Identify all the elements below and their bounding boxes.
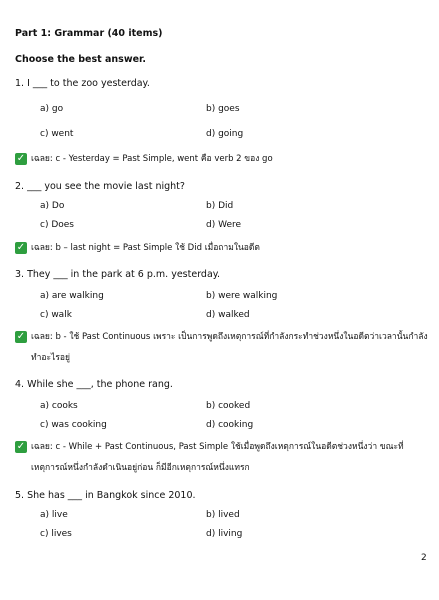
checkmark-icon: ✓ bbox=[16, 331, 26, 342]
part-title: Part 1: Grammar (40 items) bbox=[15, 28, 163, 39]
option-b: b) Did bbox=[206, 201, 234, 211]
question-stem: 4. While she ___, the phone rang. bbox=[15, 379, 173, 390]
answer-text: เฉลย: c - While + Past Continuous, Past Simple ใช้เมื่อพูดถึงเหตุการณ์ในอดีตช่วงหนึ่งว่า ขณะที่เหตุการณ์หนึ่งกำลังดำเนินอยู่ก่อน ก็มีอีกเหตุการณ์หนึ่งแทรก bbox=[31, 442, 404, 473]
option-d: d) living bbox=[206, 529, 243, 539]
question-stem: 1. I ___ to the zoo yesterday. bbox=[15, 78, 150, 89]
option-a: a) Do bbox=[40, 201, 65, 211]
option-c: c) was cooking bbox=[40, 420, 107, 430]
option-c: c) Does bbox=[40, 220, 74, 230]
answer-key bbox=[15, 149, 430, 170]
option-c: c) walk bbox=[40, 310, 72, 320]
option-d: d) Were bbox=[206, 220, 242, 230]
question-stem: 3. They ___ in the park at 6 p.m. yesterday. bbox=[15, 269, 221, 280]
option-d: d) cooking bbox=[206, 420, 254, 430]
answer-key bbox=[15, 238, 430, 259]
checkmark-icon: ✓ bbox=[16, 441, 26, 452]
option-b: b) were walking bbox=[206, 291, 278, 301]
checkmark-icon: ✓ bbox=[16, 153, 26, 164]
answer-key bbox=[15, 327, 430, 369]
checkmark-icon: ✓ bbox=[16, 242, 26, 253]
answer-text: เฉลย: b - ใช้ Past Continuous เพราะ เป็นการพูดถึงเหตุการณ์ที่กำลังกระทำช่วงหนึ่งในอดีตว่าเวลานั้นกำลังทำอะไรอยู่ bbox=[31, 332, 428, 363]
option-c: c) lives bbox=[40, 529, 72, 539]
option-a: a) go bbox=[40, 104, 64, 114]
option-b: b) goes bbox=[206, 104, 240, 114]
question-stem: 5. She has ___ in Bangkok since 2010. bbox=[15, 490, 196, 501]
instructions: Choose the best answer. bbox=[15, 54, 146, 65]
answer-text: เฉลย: b – last night = Past Simple ใช้ Did เมื่อถามในอดีต bbox=[31, 243, 260, 253]
option-d: d) going bbox=[206, 129, 244, 139]
option-a: a) cooks bbox=[40, 401, 78, 411]
option-c: c) went bbox=[40, 129, 74, 139]
answer-key bbox=[15, 437, 430, 479]
question-stem: 2. ___ you see the movie last night? bbox=[15, 181, 185, 192]
option-a: a) are walking bbox=[40, 291, 104, 301]
option-d: d) walked bbox=[206, 310, 250, 320]
option-b: b) lived bbox=[206, 510, 240, 520]
answer-text: เฉลย: c - Yesterday = Past Simple, went คือ verb 2 ของ go bbox=[31, 154, 273, 164]
option-b: b) cooked bbox=[206, 401, 251, 411]
page-number: 2 bbox=[421, 553, 427, 563]
option-a: a) live bbox=[40, 510, 68, 520]
